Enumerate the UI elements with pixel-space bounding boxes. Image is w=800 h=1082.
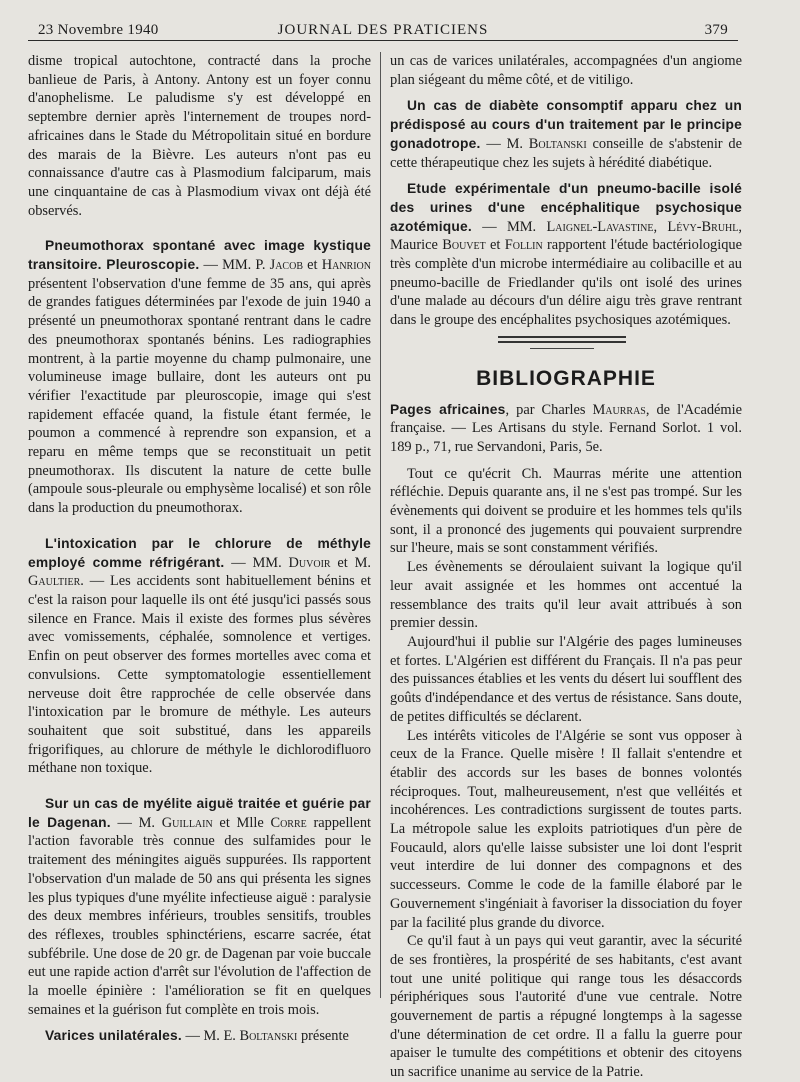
article-body: rappellent l'action favorable très connue des sulfamides pour le traitement des méningites aiguës suppurées. Ils rapportent l'observation d'un malade de 50 ans qui présenta les signes les plus typiques d'une myélite infectieuse aiguë : paralysie des deux membres inférieurs, troubles sensitifs, troubles des réflexes, troubles sphinctériens, escarre sacrée, état subfébrile. Une dose de 20 gr. de Dagenan par voie buccale eut une rapide action d'arrêt sur l'évolution de l'affection de la moelle épinière : l'amélioration se fit en quelques semaines et la guérison fut complète en trois mois. (28, 814, 372, 1018)
article-body: . — Les accidents sont habituellement bénins et c'est la raison pour laquelle ils ont été jusqu'ici passés sous silence en France. Mais il existe des formes plus sévères avec vomissements, céphalée, somnolence et vertiges. Enfin on peut observer des formes mortelles avec coma et convulsions. Cette symptomatologie essentiellement nerveuse doit être rapprochée de celle observée dans l'intoxication par le bromure de méthyle. Les auteurs souhaitent que soit substitué, dans les appareils frigorifiques, au chlorure de méthyle le dichlorodifluoro méthane non toxique. (28, 573, 371, 777)
author-name: Hanrion (321, 257, 371, 274)
article-title: Varices unilatérales. (45, 1028, 182, 1044)
review-paragraph: Ce qu'il faut à un pays qui veut garantir, avec la sécurité de ses frontières, la prospérité de ses habitants, c'est avant tout une unité politique qui range tous les désaccords périphériques sous l'autorité d'une vue centrale. Notre gouvernement de partis a répugné longtemps à la sagesse d'une détermination de cet ordre. Il a fallu la guerre pour apaiser le tumulte des compétitions et obtenir des citoyens un sacrifice unanime au service de la Patrie. (390, 933, 742, 1081)
author-name: Gaultier (28, 573, 81, 590)
section-ornament (390, 330, 742, 370)
article-title: L'intoxication par le chlorure de méthyle employé comme réfrigérant. (28, 535, 371, 570)
article-varices: Varices unilatérales. — M. E. Boltanski présente (45, 1028, 349, 1045)
author-name: Corre (270, 814, 307, 831)
ornament-double-rule (498, 336, 626, 343)
author-name: Follin (504, 237, 543, 254)
article-body: conseille de s'abstenir de cette thérapeutique chez les sujets à hérédité diabétique. (390, 135, 743, 171)
continued-paragraph: disme tropical autochtone, contracté dans la proche banlieue de Paris, à Antony. Antony est un foyer connu d'anophelisme. Le paludisme s'y est développé en septembre dernier après l'internement de troupes nord-africaines dans le Stade du Métropolitain situé en bordure des marais de la Bièvre. Les auteurs n'ont pas eu connaissance d'autre cas à Plasmodium falciparum, mais une cinquantaine de cas à Plasmodium vivax ont déjà été observés. (28, 53, 371, 219)
author-name: Boltanski (239, 1028, 298, 1045)
review-paragraph: Les intérêts viticoles de l'Algérie se sont vus opposer à ceux de la France. Quelle misère ! Il fallait s'entendre et établir des accords sur les bases de bonnes volontés réciproques. Tout, malheureusement, n'est que velléités et incohérences. Les contradictions surgissent de toutes parts. La métropole salue les exploits patriotiques d'un père de Foucauld, alors qu'elle laisse subsister une loi dont l'esprit veut interdire de lui donner des compagnons et des successeurs. Comme le code de la famille élaboré par le Gouvernement s'ingéniait à favoriser la dissociation du foyer par la facilité plus grande du divorce. (390, 727, 742, 931)
author-name: Guillain (161, 814, 213, 831)
journal-title: JOURNAL DES PRATICIENS (277, 22, 489, 38)
author-name: Jacob (269, 257, 303, 274)
article-body: présente (297, 1028, 349, 1045)
section-title-bibliographie: BIBLIOGRAPHIE (476, 366, 656, 390)
review-paragraph: Tout ce qu'écrit Ch. Maurras mérite une attention réfléchie. Depuis quarante ans, il ne s'est pas trompé. Sur les évènements qui doivent se produire et les hommes tels qu'ils sont, il a prononcé des jugements qui pouvaient surprendre sur l'heure, mais se sont constamment vérifiés. (390, 465, 742, 557)
column-divider (380, 52, 381, 998)
author-name: Lévy-Bruhl (667, 218, 739, 235)
article-title: Sur un cas de myélite aiguë traitée et guérie par le Dagenan. (28, 796, 371, 830)
author-name: Duvoir (288, 554, 331, 571)
right-column (390, 52, 742, 1082)
article-pneumothorax: Pneumothorax spontané avec image kystique transitoire. Pleuroscopie. — MM. P. Jacob et Hanrion présentent l'observation d'une femme de 35 ans, qui après de grandes fatigues déterminées par l'exode de juin 1940 a présenté un pneumothorax spontané rentrant dans le cadre des pneumothorax spontanés bénins. Les radiographies montrent, à la partie moyenne du champ pulmonaire, une volumineuse image bullaire, dont les auteurs ont pu vérifier l'exactitude par pleuroscopie, image qui s'est rapidement effacée quand, la fistule étant fermée, le poumon a commencé à reprendre son expansion, et a reparu en même temps que se reconstituait un petit pneumothorax. Ils discutent la nature de cette bulle (ampoule sous-pleurale ou emphysème localisé) et son rôle dans la production du pneumothorax. (28, 238, 371, 517)
left-column (28, 52, 371, 1046)
book-details: , de l'Académie française. — Les Artisans du style. Fernand Sorlot. 1 vol. 189 p., 71, rue Servandoni, Paris, 5e. (390, 401, 742, 455)
review-paragraph: Les évènements se déroulaient suivant la logique qu'il leur avait assignée et les hommes ont accentué la ressemblance des traits qu'il leur avait attribués à son premier dessin. (390, 559, 742, 632)
author-name: Maurras (592, 401, 646, 418)
article-pneumo-bacille: Etude expérimentale d'un pneumo-bacille isolé des urines d'une encéphalitique psychosique azotémique. — MM. Laignel-Lavastine, Lévy-Bruhl, Maurice Bouvet et Follin rapportent l'étude bactériologique très complète d'un microbe intermédiaire au colibacille et au pneumo-bacille de Friedlander qu'ils ont isolé des urines d'une malade au décours d'un délire aigu très grave rentrant dans le groupe des encéphalites psychosiques azotémiques. (390, 181, 742, 329)
article-myelite: Sur un cas de myélite aiguë traitée et guérie par le Dagenan. — M. Guillain et Mlle Corre rappellent l'action favorable très connue des sulfamides pour le traitement des méningites aiguës suppurées. Ils rapportent l'observation d'un malade de 50 ans qui présenta les signes les plus typiques d'une myélite infectieuse aiguë : paralysie des deux membres inférieurs, troubles sensitifs, troubles des réflexes, troubles sphinctériens, escarre sacrée, état subfébrile. Une dose de 20 gr. de Dagenan par voie buccale eut une rapide action d'arrêt sur l'évolution de l'affection de la moelle épinière : l'amélioration se fit en quelques semaines et la guérison fut complète en trois mois. (28, 796, 372, 1018)
article-title: Un cas de diabète consomptif apparu chez un prédisposé au cours d'un traitement par le principe gonadotrope. (390, 98, 742, 151)
book-reference: Pages africaines, par Charles Maurras, de l'Académie française. — Les Artisans du style. Fernand Sorlot. 1 vol. 189 p., 71, rue Servandoni, Paris, 5e. (390, 401, 742, 455)
page-number: 379 (704, 22, 728, 38)
author-name: Bouvet (442, 237, 486, 254)
article-diabete: Un cas de diabète consomptif apparu chez un prédisposé au cours d'un traitement par le principe gonadotrope. — M. Boltanski conseille de s'abstenir de cette thérapeutique chez les sujets à hérédité diabétique. (390, 98, 743, 171)
article-body: rapportent l'étude bactériologique très complète d'un microbe intermédiaire au colibacille et au pneumo-bacille de Friedlander qu'ils ont isolé des urines d'une malade au décours d'un délire aigu très grave rentrant dans le groupe des encéphalites psychosiques azotémiques. (390, 237, 742, 329)
review-paragraph: Aujourd'hui il publie sur l'Algérie des pages lumineuses et fortes. L'Algérien est différent du Français. Il n'a pas peur des puissances établies et les vents du désert lui soufflent des goûts d'indépendance et des vertus de résistance. Sans doute, de petites difficultés se déclarent. (390, 633, 742, 725)
article-title: Pneumothorax spontané avec image kystique transitoire. Pleuroscopie. (28, 238, 371, 273)
issue-date: 23 Novembre 1940 (38, 22, 159, 38)
article-title: Etude expérimentale d'un pneumo-bacille isolé des urines d'une encéphalitique psychosique azotémique. (390, 181, 742, 234)
article-chlorure-methyle: L'intoxication par le chlorure de méthyle employé comme réfrigérant. — MM. Duvoir et M. Gaultier. — Les accidents sont habituellement bénins et c'est la raison pour laquelle ils ont été jusqu'ici passés sous silence en France. Mais il existe des formes plus sévères avec vomissements, céphalée, somnolence et vertiges. Enfin on peut observer des formes mortelles avec coma et convulsions. Cette symptomatologie essentiellement nerveuse doit être rapprochée de celle observée dans l'intoxication par le bromure de méthyle. Les auteurs souhaitent que soit substitué, dans les appareils frigorifiques, au chlorure de méthyle le dichlorodifluoro méthane non toxique. (28, 535, 372, 777)
book-title: Pages africaines (390, 401, 506, 417)
continued-paragraph: un cas de varices unilatérales, accompagnées d'un angiome plan siégeant du même côté, et de vitiligo. (390, 53, 742, 88)
author-name: Boltanski (528, 135, 587, 152)
author-name: Laignel-Lavastine (546, 218, 654, 235)
ornament-thin-rule (530, 348, 594, 349)
article-body: présentent l'observation d'une femme de 35 ans, qui après de grandes fatigues déterminées par l'exode de juin 1940 a présenté un pneumothorax spontané rentrant dans le cadre des pneumothorax spontanés bénins. Les radiographies montrent, à la partie moyenne du champ pulmonaire, une volumineuse image bullaire, dont les auteurs ont pu vérifier l'exactitude par pleuroscopie, image qui s'est rapidement effacée quand, la fistule étant fermée, le poumon a commencé à reprendre son expansion, et a reparu en même temps que se reconstituait un petit pneumothorax. Ils discutent la nature de cette bulle (ampoule sous-pleurale ou emphysème localisé) et son rôle dans la production du pneumothorax. (28, 275, 371, 517)
page-header (28, 18, 738, 41)
